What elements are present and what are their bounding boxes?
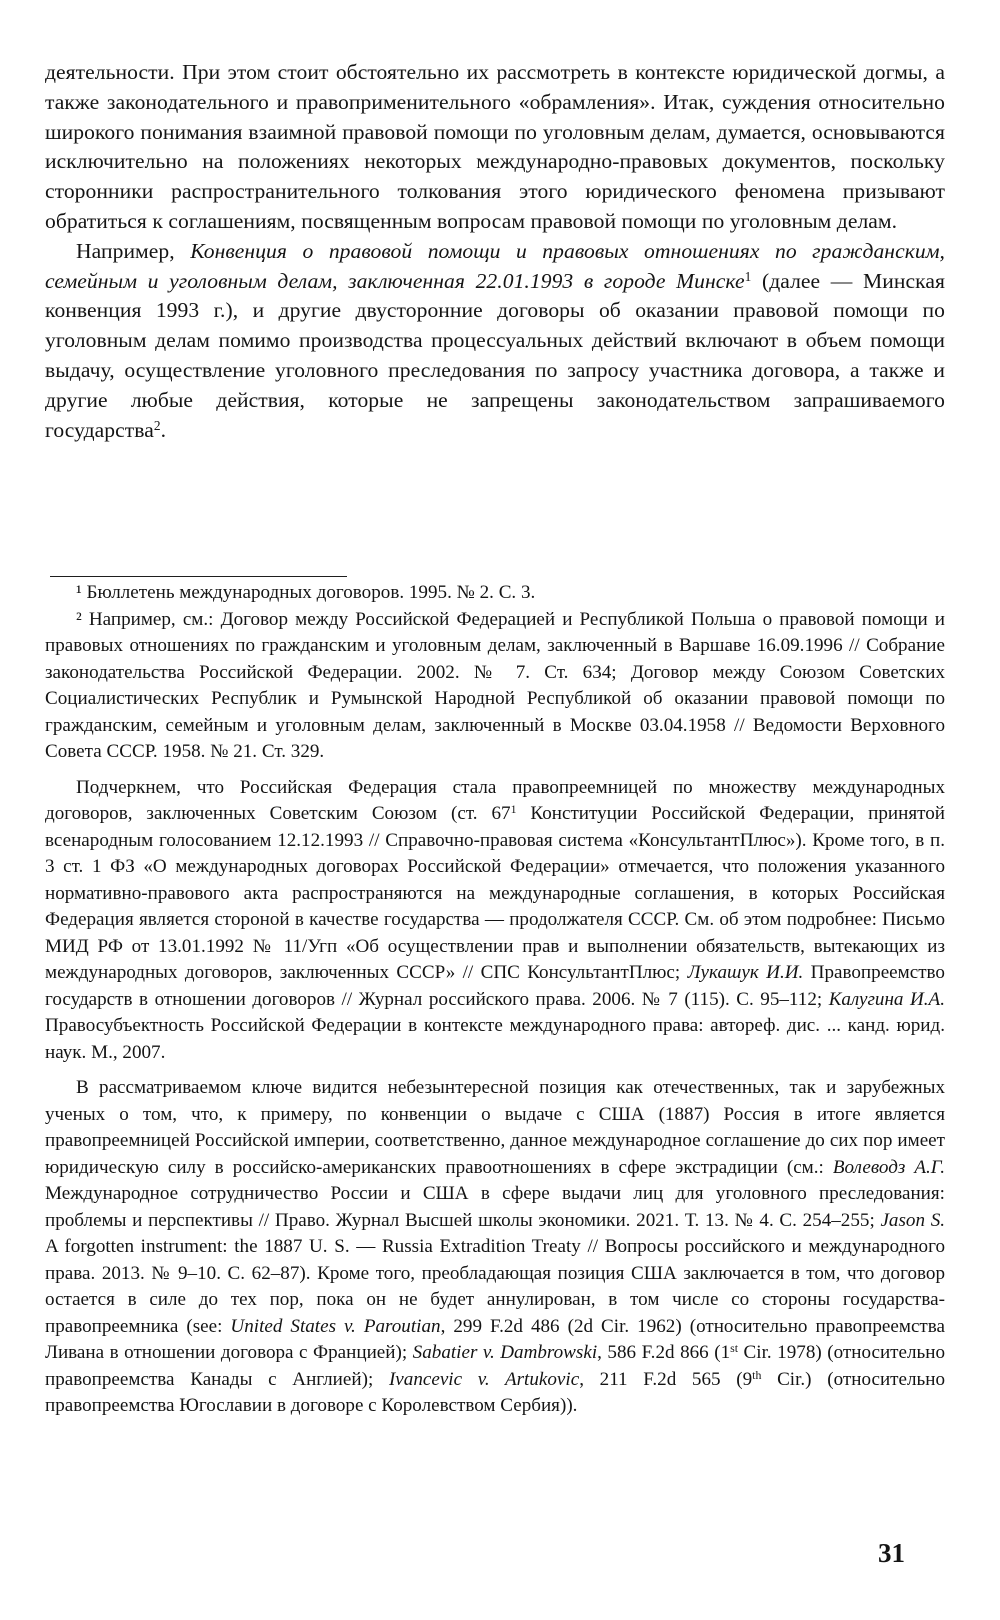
footnote-note-3 [45,775,945,1067]
page-number: 31 [878,1538,905,1568]
convention-title: Конвенция о правовой помощи и правовых отношениях по гражданским, семейным и уголовным делам, заключенная 22.01.1993 в городе Минске [45,238,945,293]
note-4-author-2: Jason S. [880,1209,946,1231]
paragraph-1: деятельности. При этом стоит обстоятельно их рассмотреть в контексте юридической догмы, а также законодательного и правоприменительного «обрамления». Итак, суждения относительно широкого понимания взаимной правовой помощи по уголовным делам, думается, основываются исключительно на положениях некоторых международно-правовых документов, поскольку сторонники распространительного толкования этого юридического феномена призывают обратиться к соглашениям, посвященным вопросам правовой помощи по уголовным делам. [45,60,945,233]
note-4-text-g: , 211 F.2d 565 (9 [579,1368,753,1390]
main-text [45,58,945,445]
note-4-text-h: Cir.) (относительно правопреемства Югославии в договоре с Королевством Сербия)). [45,1368,945,1416]
footnote-note-4 [45,1075,945,1420]
paragraph-2-lead: Например, [76,238,191,263]
note-4-author-1: Волеводз А.Г. [832,1156,946,1178]
footnote-ref-2: 2 [153,417,161,433]
note-4-text-c: A forgotten instrument: the 1887 U. S. — Russia Extradition Treaty // Вопросы российского и международного права. 2013. № 9–10. С. 62–87). Кроме того, преобладающая позиция США заключается в том, что договор остается в силе до тех пор, пока он не будет аннулирован, в том числе со стороны государства-правопреемника (see: [45,1236,945,1337]
note-4-case-2: Sabatier v. Dambrowski [412,1342,598,1363]
note-4-superscript-2: th [752,1367,762,1382]
paragraph-2-body: (далее — Минская конвенция 1993 г.), и другие двусторонние договоры об оказании правовой помощи по уголовным делам помимо производства процессуальных действий включают в объем помощи выдачу, осуществление уголовного преследования по запросу участника договора, а также и другие любые действия, которые не запрещены законодательством запрашиваемого государства [45,268,945,442]
note-4-text-a: В рассматриваемом ключе видится небезынтересной позиция как отечественных, так и зарубежных ученых о том, что, к примеру, по конвенции о выдаче с США (1887) Россия в итоге является правопреемницей Российской империи, соответственно, данное международное соглашение до сих пор имеет юридическую силу в российско-американских правоотношениях в сфере экстрадиции (см.: [45,1077,945,1178]
footnote-ref-1: 1 [744,268,752,284]
note-3-text-b: Конституции Российской Федерации, принятой всенародным голосованием 12.12.1993 // Справочно-правовая система «КонсультантПлюс»). Кроме того, в п. 3 ст. 1 ФЗ «О международных договорах Российской Федерации» отмечается, что положения указанного нормативно-правового акта распространяются на международные соглашения, в которых Российская Федерация является стороной в качестве государства — продолжателя СССР. См. об этом подробнее: Письмо МИД РФ от 13.01.1992 № 11/Угп «Об осуществлении прав и выполнении обязательств, вытекающих из международных договоров, заключенных СССР» // СПС КонсультантПлюс; [45,803,945,983]
note-3-text-d: Правосубъектность Российской Федерации в контексте международного права: автореф. дис. ... канд. юрид. наук. М., 2007. [45,1015,945,1063]
footnote-1: ¹ Бюллетень международных договоров. 1995. № 2. С. 3. [76,582,536,603]
note-3-text-a: Подчеркнем, что Российская Федерация стала правопреемницей по множеству международных договоров, заключенных Советским Союзом (ст. 67 [45,776,945,824]
note-4-case-1: United States v. Paroutian [230,1315,441,1337]
paragraph-2 [45,237,945,446]
note-4-text-f: Cir. 1978) (относительно правопреемства Канады с Англией); [45,1342,946,1390]
note-4-text-e: , 586 F.2d 866 (1 [597,1342,731,1363]
note-3-article-superscript: 1 [510,801,517,816]
footnotes [45,580,945,1420]
note-3-author-1: Лукашук И.И. [687,962,804,983]
note-3-author-2: Калугина И.А. [828,988,945,1010]
paragraph-2-end: . [160,417,167,442]
note-4-text-b: Международное сотрудничество России и США в сфере выдачи лиц для уголовного преследования: проблемы и перспективы // Право. Журнал Высшей школы экономики. 2021. Т. 13. № 4. С. 254–255; [45,1183,945,1231]
note-4-superscript-1: st [730,1340,739,1355]
footnote-2: ² Например, см.: Договор между Российской Федерацией и Республикой Польша о правовой помощи и правовых отношениях по гражданским и уголовным делам, заключенный в Варшаве 16.09.1996 // Собрание законодательства Российской Федерации. 2002. № 7. Ст. 634; Договор между Союзом Советских Социалистических Республик и Румынской Народной Республикой об оказании правовой помощи по гражданским, семейным и уголовным делам, заключенный в Москве 03.04.1958 // Ведомости Верховного Совета СССР. 1958. № 21. Ст. 329. [45,608,945,762]
note-4-case-3: Ivancevic v. Artukovic [388,1368,580,1390]
footnote-separator [50,576,347,577]
note-4-text-d: , 299 F.2d 486 (2d Cir. 1962) (относительно правопреемства Ливана в отношении договора с Францией); [45,1315,945,1363]
note-3-text-c: Правопреемство государств в отношении договоров // Журнал российского права. 2006. № 7 (115). С. 95–112; [45,962,945,1010]
